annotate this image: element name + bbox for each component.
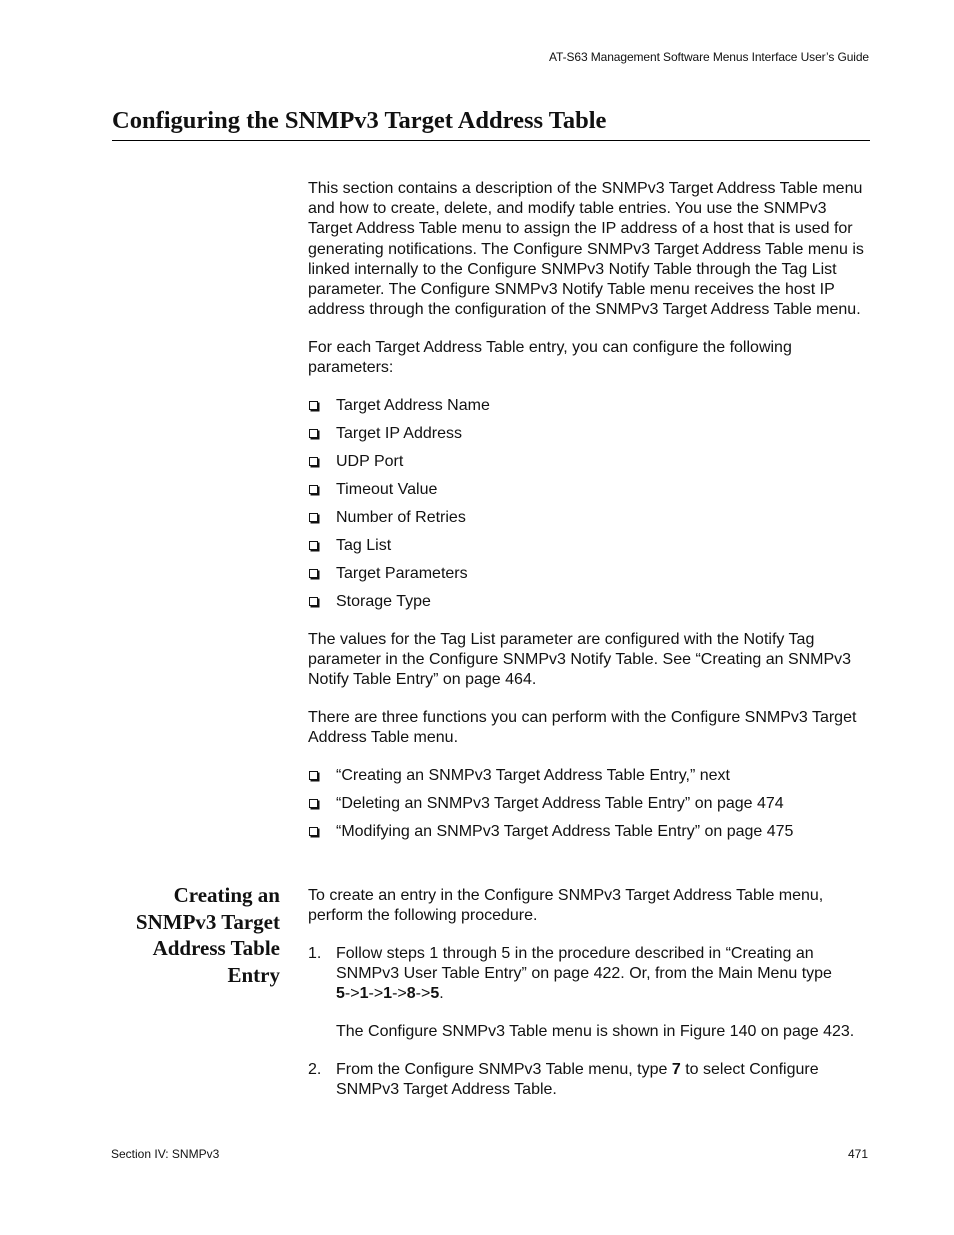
running-head: AT-S63 Management Software Menus Interface User’s Guide: [549, 50, 869, 64]
checkbox-bullet-icon: [309, 513, 318, 522]
section-title: Configuring the SNMPv3 Target Address Table: [112, 107, 870, 141]
list-item: Timeout Value: [308, 480, 870, 500]
checkbox-bullet-icon: [309, 569, 318, 578]
procedure-step: 2. From the Configure SNMPv3 Table menu, type 7 to select Configure SNMPv3 Target Address Table.: [308, 1060, 819, 1098]
subsection-heading: Creating an SNMPv3 Target Address Table Entry: [135, 883, 280, 987]
list-item: UDP Port: [308, 452, 870, 472]
footer-section: Section IV: SNMPv3: [111, 1147, 220, 1161]
intro-paragraph: There are three functions you can perform with the Configure SNMPv3 Target Address Table menu.: [308, 708, 857, 746]
checkbox-bullet-icon: [309, 827, 318, 836]
parameter-list: [308, 396, 870, 613]
list-item: “Deleting an SNMPv3 Target Address Table Entry” on page 474: [308, 794, 870, 814]
procedure-steps: [308, 944, 870, 1100]
intro-paragraph: For each Target Address Table entry, you can configure the following parameters:: [308, 338, 792, 377]
list-item: Target Address Name: [308, 396, 870, 416]
step-text: Follow steps 1 through 5 in the procedure described in “Creating an SNMPv3 User Table Entry” on page 422. Or, from the Main Menu type: [336, 944, 832, 983]
checkbox-bullet-icon: [309, 541, 318, 550]
intro-paragraph: This section contains a description of the SNMPv3 Target Address Table menu and how to create, delete, and modify table entries. You use the SNMPv3 Target Address Table menu to assign the IP address of a host that is used for generating notifications. The Configure SNMPv3 Target Address Table menu is linked internally to the Configure SNMPv3 Notify Table through the Tag List parameter. The Configure SNMPv3 Notify Table menu receives the host IP address through the configuration of the SNMPv3 Target Address Table menu.: [308, 180, 864, 319]
step-number: 1.: [308, 944, 322, 962]
checkbox-bullet-icon: [309, 429, 318, 438]
list-item: Target Parameters: [308, 564, 870, 584]
checkbox-bullet-icon: [309, 485, 318, 494]
subsection-paragraph: To create an entry in the Configure SNMPv3 Target Address Table menu, perform the following procedure.: [308, 887, 824, 925]
list-item: Number of Retries: [308, 508, 870, 528]
checkbox-bullet-icon: [309, 771, 318, 780]
list-item: Tag List: [308, 536, 870, 556]
function-list: [308, 766, 870, 842]
subsection-body: [308, 886, 870, 1118]
page-number: 471: [847, 1147, 868, 1161]
checkbox-bullet-icon: [309, 401, 318, 410]
checkbox-bullet-icon: [309, 799, 318, 808]
list-item: “Creating an SNMPv3 Target Address Table Entry,” next: [308, 766, 870, 786]
step-note: The Configure SNMPv3 Table menu is shown in Figure 140 on page 423.: [336, 1023, 855, 1041]
checkbox-bullet-icon: [309, 597, 318, 606]
list-item: Storage Type: [308, 592, 870, 612]
procedure-step: 1. Follow steps 1 through 5 in the procedure described in “Creating an SNMPv3 User Table Entry” on page 422. Or, from the Main Menu type 5->1->1->8->5. The Configure SNMPv3 Table menu is shown in Figure 140 on page 423.: [308, 944, 870, 1042]
list-item: “Modifying an SNMPv3 Target Address Table Entry” on page 475: [308, 822, 870, 842]
step-number: 2.: [308, 1060, 322, 1078]
intro-paragraph: The values for the Tag List parameter are configured with the Notify Tag parameter in the Configure SNMPv3 Notify Table. See “Creating an SNMPv3 Notify Table Entry” on page 464.: [308, 630, 852, 689]
list-item: Target IP Address: [308, 424, 870, 444]
menu-key: 7: [671, 1060, 681, 1078]
intro-body: [308, 179, 870, 859]
checkbox-bullet-icon: [309, 457, 318, 466]
